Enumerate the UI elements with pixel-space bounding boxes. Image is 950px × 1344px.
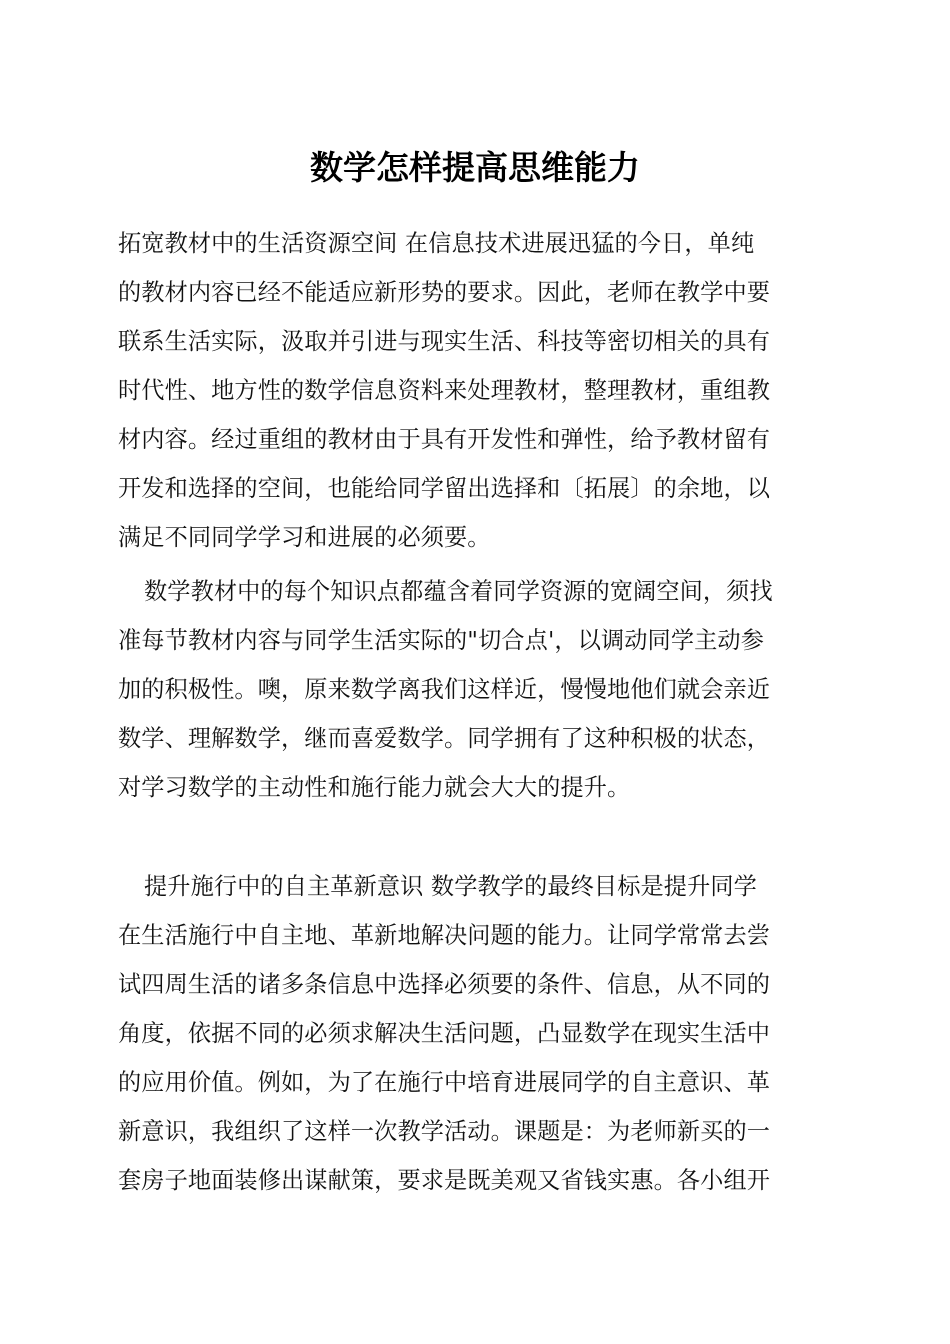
paragraph-1 — [118, 219, 832, 562]
text-line: 时代性、地方性的数学信息资料来处理教材，整理教材，重组教 — [118, 377, 771, 404]
text-line: 数学教材中的每个知识点都蕴含着同学资源的宽阔空间，须找 — [144, 578, 773, 605]
text-line: 数学、理解数学，继而喜爱数学。同学拥有了这种积极的状态， — [118, 725, 771, 752]
paragraph-2 — [118, 567, 832, 812]
text-line: 满足不同同学学习和进展的必须要。 — [118, 524, 491, 551]
text-line: 在生活施行中自主地、革新地解决问题的能力。让同学常常去尝 — [118, 922, 771, 949]
text-line: 开发和选择的空间，也能给同学留出选择和〔拓展〕的余地，以 — [118, 475, 771, 502]
text-line: 新意识，我组织了这样一次教学活动。课题是：为老师新买的一 — [118, 1118, 771, 1145]
text-line: 加的积极性。噢，原来数学离我们这样近，慢慢地他们就会亲近 — [118, 676, 771, 703]
page-title: 数学怎样提高思维能力 — [310, 148, 640, 187]
text-line: 材内容。经过重组的教材由于具有开发性和弹性，给予教材留有 — [118, 426, 771, 453]
text-line: 的教材内容已经不能适应新形势的要求。因此，老师在教学中要 — [118, 279, 771, 306]
paragraph-3 — [118, 862, 832, 1205]
text-line: 拓宽教材中的生活资源空间 在信息技术进展迅猛的今日，单纯 — [118, 230, 755, 257]
text-line: 的应用价值。例如，为了在施行中培育进展同学的自主意识、革 — [118, 1069, 771, 1096]
text-line: 套房子地面装修出谋献策，要求是既美观又省钱实惠。各小组开 — [118, 1167, 771, 1194]
text-line: 角度，依据不同的必须求解决生活问题，凸显数学在现实生活中 — [118, 1020, 771, 1047]
text-line: 试四周生活的诸多条信息中选择必须要的条件、信息，从不同的 — [118, 971, 771, 998]
text-line: 对学习数学的主动性和施行能力就会大大的提升。 — [118, 774, 631, 801]
text-line: 准每节教材内容与同学生活实际的"切合点'，以调动同学主动参 — [118, 627, 764, 654]
text-line: 提升施行中的自主革新意识 数学教学的最终目标是提升同学 — [144, 873, 757, 900]
text-line: 联系生活实际，汲取并引进与现实生活、科技等密切相关的具有 — [118, 328, 771, 355]
